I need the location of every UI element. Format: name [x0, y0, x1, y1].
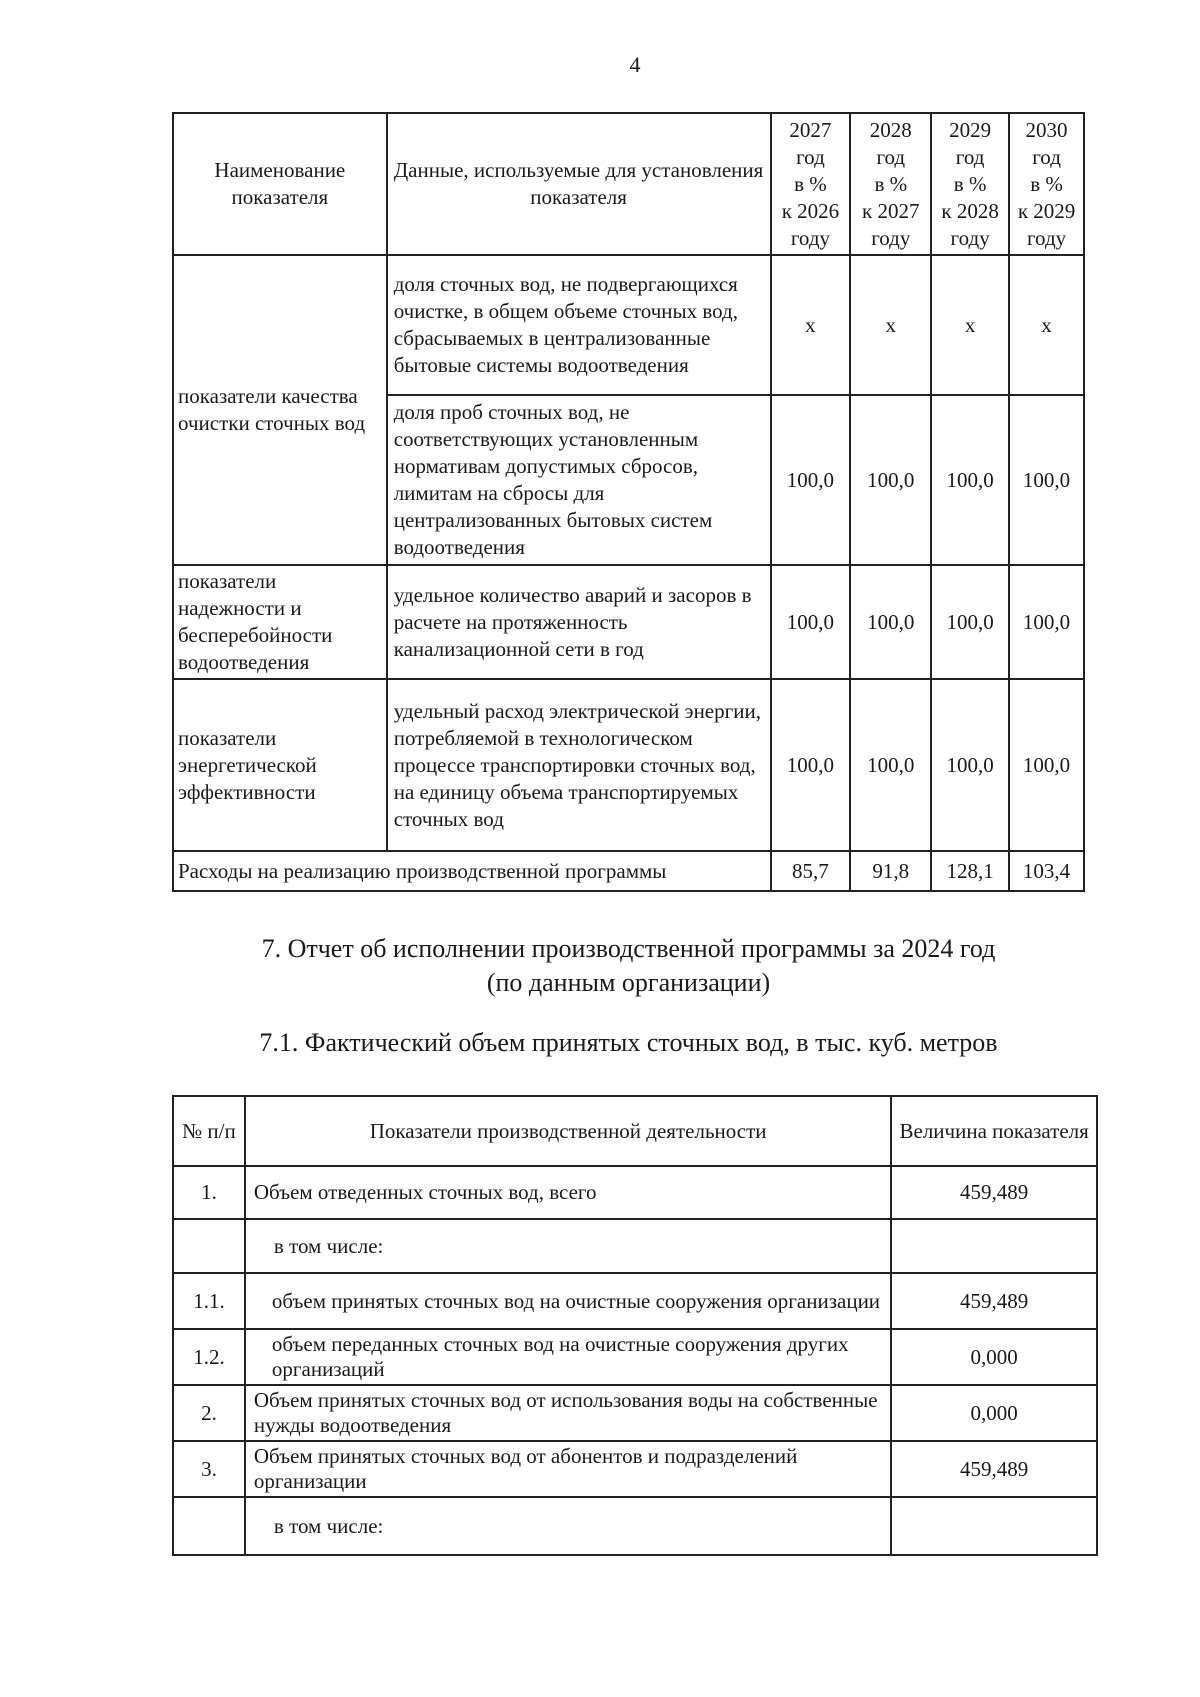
expenses-row: [173, 851, 1084, 891]
header-indicator: Показатели производственной деятельности: [245, 1096, 891, 1166]
value-2029: х: [931, 255, 1009, 395]
row-value: 0,000: [891, 1329, 1097, 1385]
row-value: [891, 1219, 1097, 1273]
section-title-line2: (по данным организации): [486, 968, 771, 997]
value-2029: 100,0: [931, 395, 1009, 565]
value-2027: х: [771, 255, 851, 395]
expenses-label: Расходы на реализацию производственной программы: [173, 851, 771, 891]
table-row: [173, 1441, 1097, 1497]
header-year-2028: 2028 год в % к 2027 году: [850, 113, 931, 255]
value-2027: 100,0: [771, 679, 851, 851]
row-num: 1.: [173, 1166, 245, 1219]
row-num: 3.: [173, 1441, 245, 1497]
table-header-row: [173, 1096, 1097, 1166]
table-row: [173, 1273, 1097, 1329]
row-value: 459,489: [891, 1166, 1097, 1219]
header-year-2030: 2030 год в % к 2029 году: [1009, 113, 1084, 255]
header-year-2027: 2027 год в % к 2026 году: [771, 113, 851, 255]
value-2028: 100,0: [850, 395, 931, 565]
row-value: [891, 1497, 1097, 1555]
expenses-2030: 103,4: [1009, 851, 1084, 891]
table-header-row: [173, 113, 1084, 255]
header-value: Величина показателя: [891, 1096, 1097, 1166]
table-row: [173, 1219, 1097, 1273]
value-2027: 100,0: [771, 565, 851, 679]
expenses-2028: 91,8: [850, 851, 931, 891]
expenses-2027: 85,7: [771, 851, 851, 891]
value-2029: 100,0: [931, 679, 1009, 851]
volume-table: [172, 1095, 1098, 1556]
header-name: Наименование показателя: [173, 113, 387, 255]
row-data: доля сточных вод, не подвергающихся очистке, в общем объеме сточных вод, сбрасываемых в централизованные бытовые системы водоотведения: [387, 255, 771, 395]
row-label: в том числе:: [245, 1497, 891, 1555]
header-num: № п/п: [173, 1096, 245, 1166]
expenses-2029: 128,1: [931, 851, 1009, 891]
row-label: Объем принятых сточных вод от абонентов и подразделений организации: [245, 1441, 891, 1497]
section-title-line1: 7. Отчет об исполнении производственной программы за 2024 год: [261, 934, 996, 963]
row-label: Объем принятых сточных вод от использования воды на собственные нужды водоотведения: [245, 1385, 891, 1441]
table-row: [173, 1329, 1097, 1385]
value-2030: 100,0: [1009, 565, 1084, 679]
value-2029: 100,0: [931, 565, 1009, 679]
table-row: [173, 1166, 1097, 1219]
page-number: 4: [629, 52, 641, 77]
header-data: Данные, используемые для установления показателя: [387, 113, 771, 255]
row-label: в том числе:: [245, 1219, 891, 1273]
table-row: [173, 1497, 1097, 1555]
row-value: 0,000: [891, 1385, 1097, 1441]
row-num: 2.: [173, 1385, 245, 1441]
value-2028: 100,0: [850, 565, 931, 679]
indicators-table: [172, 112, 1085, 892]
row-data: удельный расход электрической энергии, потребляемой в технологическом процессе транспортировки сточных вод, на единицу объема транспортируемых сточных вод: [387, 679, 771, 851]
table-row: [173, 565, 1084, 679]
value-2030: х: [1009, 255, 1084, 395]
table-row: [173, 1385, 1097, 1441]
row-num: 1.2.: [173, 1329, 245, 1385]
row-data: удельное количество аварий и засоров в расчете на протяженность канализационной сети в год: [387, 565, 771, 679]
row-label: объем принятых сточных вод на очистные сооружения организации: [245, 1273, 891, 1329]
value-2027: 100,0: [771, 395, 851, 565]
value-2030: 100,0: [1009, 679, 1084, 851]
row-label: объем переданных сточных вод на очистные сооружения других организаций: [245, 1329, 891, 1385]
group-energy: показатели энергетической эффективности: [173, 679, 387, 851]
row-num: [173, 1497, 245, 1555]
table-row: [173, 255, 1084, 395]
row-data: доля проб сточных вод, не соответствующих установленным нормативам допустимых сбросов, лимитам на сбросы для централизованных бытовых систем водоотведения: [387, 395, 771, 565]
row-label: Объем отведенных сточных вод, всего: [245, 1166, 891, 1219]
table-row: [173, 679, 1084, 851]
group-quality: показатели качества очистки сточных вод: [173, 255, 387, 565]
value-2028: 100,0: [850, 679, 931, 851]
row-value: 459,489: [891, 1441, 1097, 1497]
header-year-2029: 2029 год в % к 2028 году: [931, 113, 1009, 255]
subsection-title: 7.1. Фактический объем принятых сточных вод, в тыс. куб. метров: [259, 1028, 998, 1057]
value-2028: х: [850, 255, 931, 395]
row-num: [173, 1219, 245, 1273]
group-reliability: показатели надежности и бесперебойности водоотведения: [173, 565, 387, 679]
row-value: 459,489: [891, 1273, 1097, 1329]
row-num: 1.1.: [173, 1273, 245, 1329]
value-2030: 100,0: [1009, 395, 1084, 565]
section-title: [172, 932, 1085, 1000]
